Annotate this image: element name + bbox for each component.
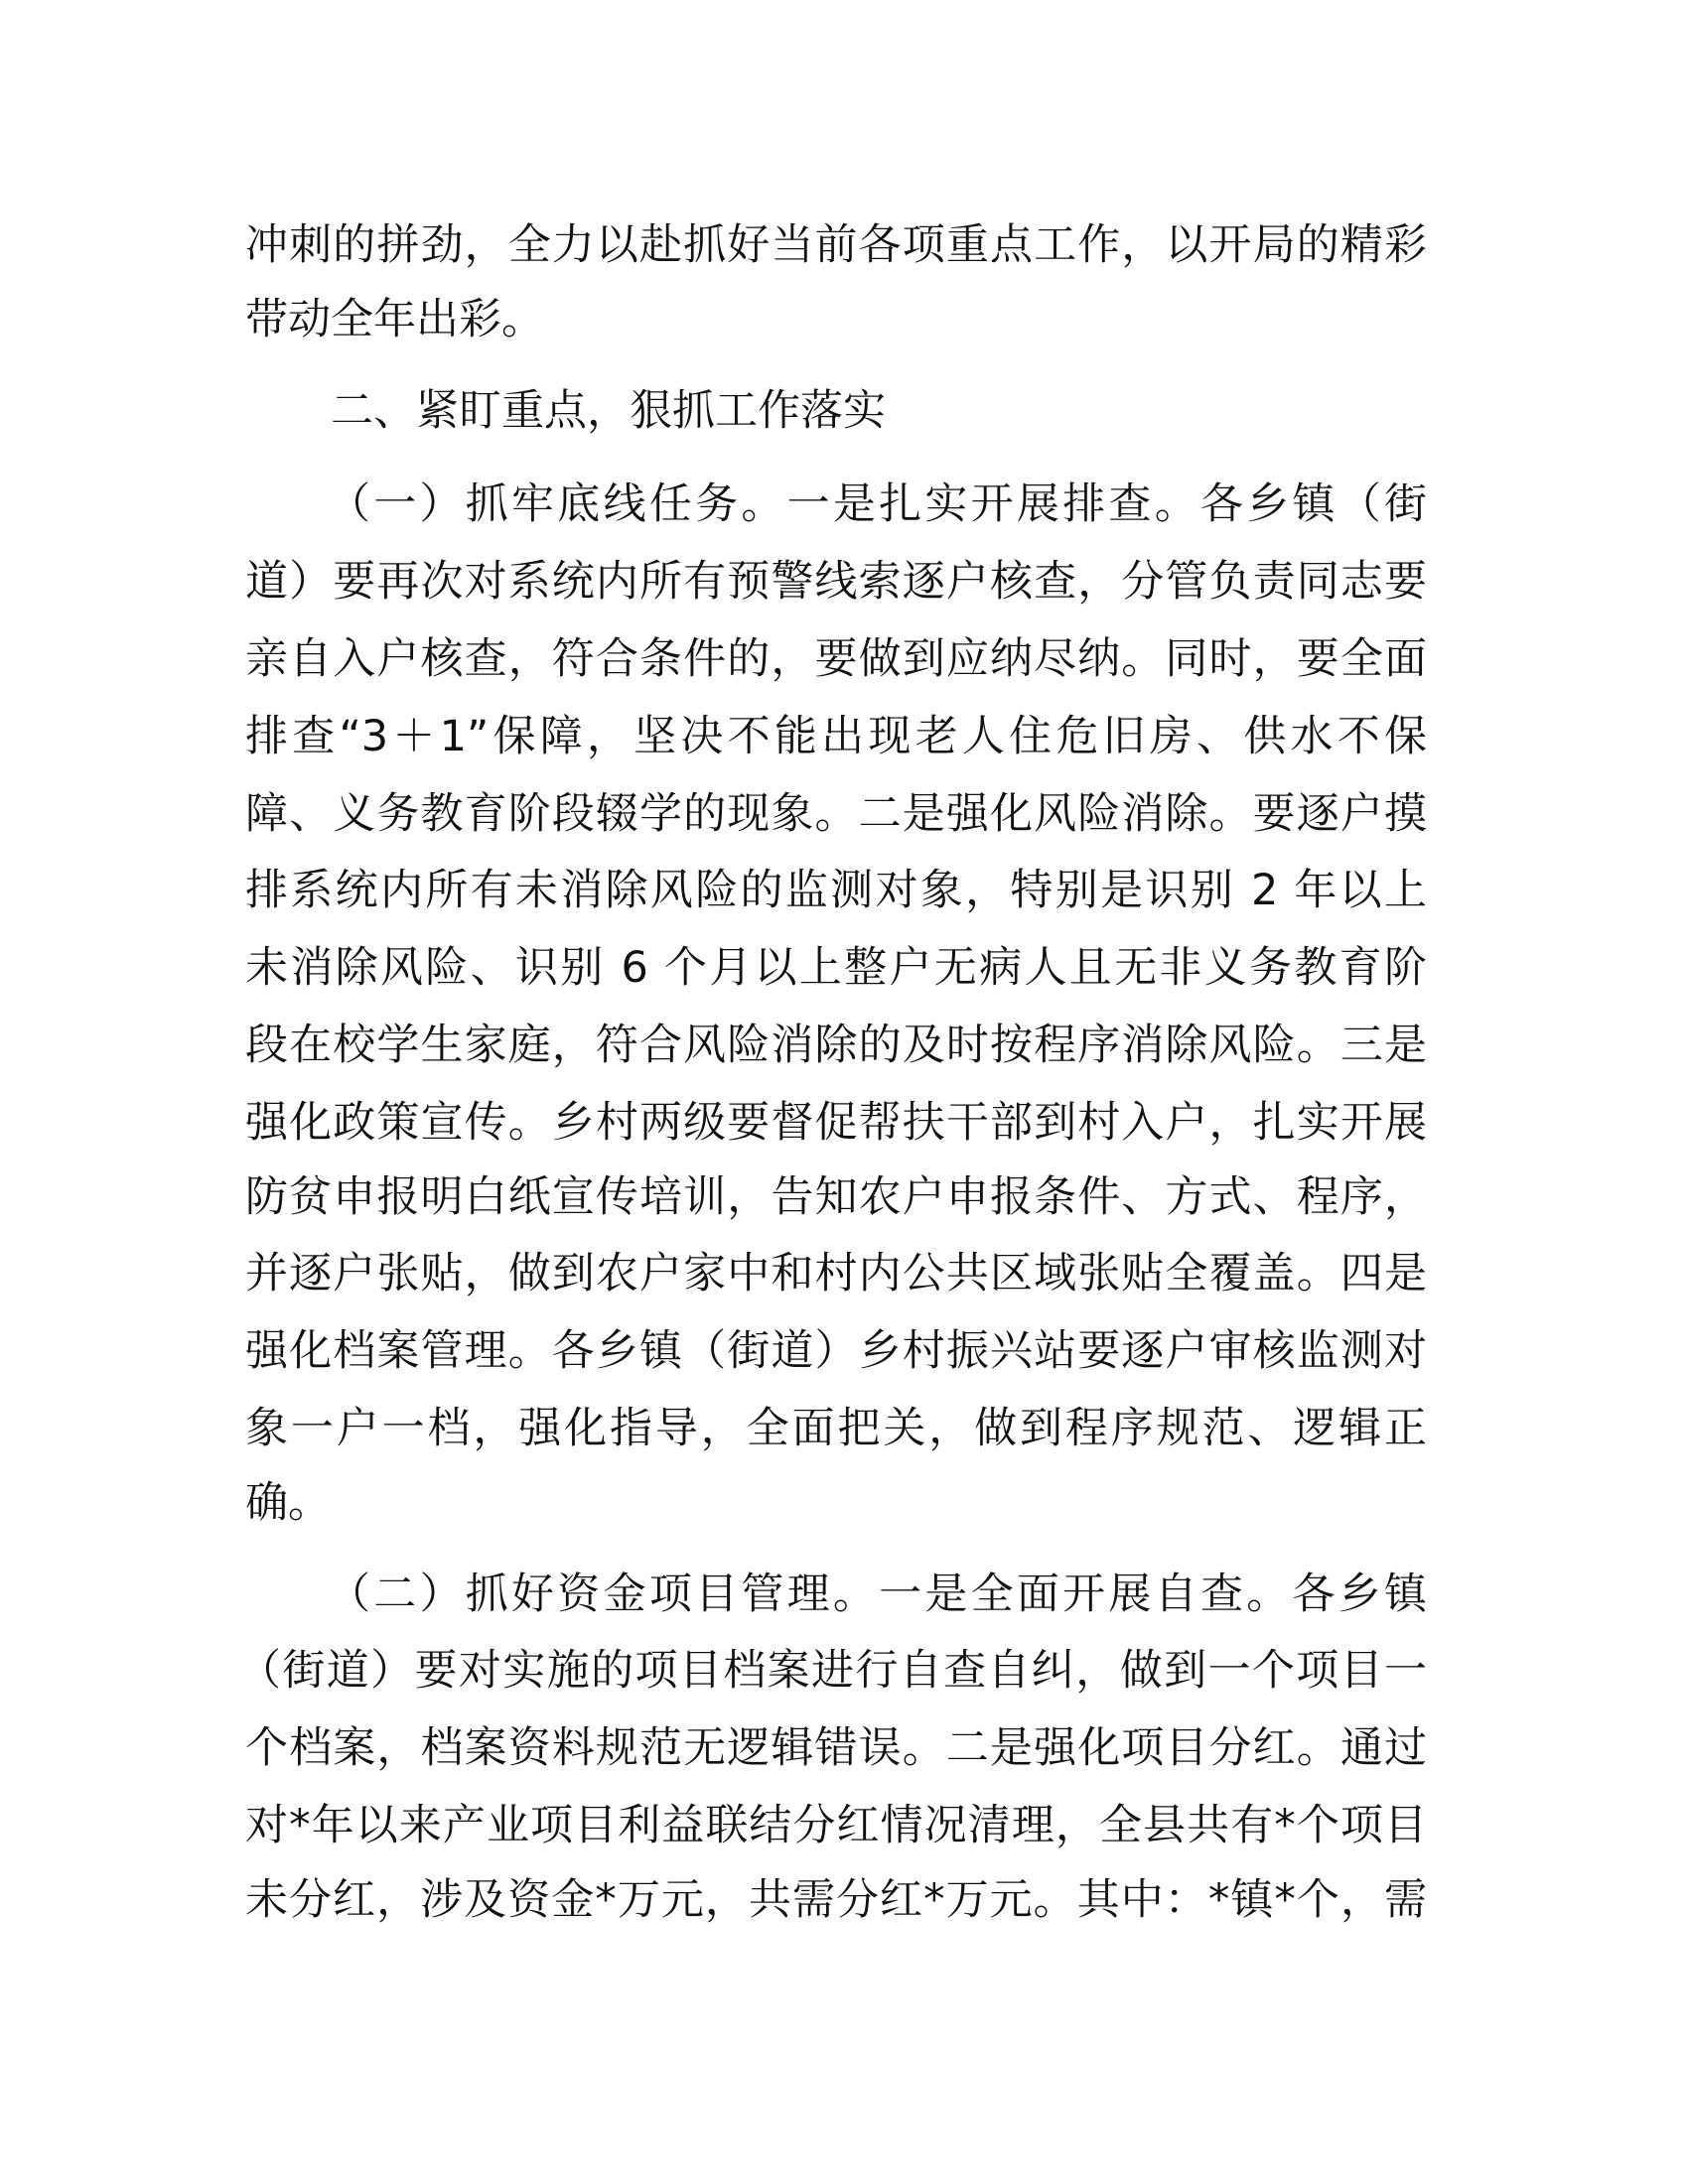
paragraph-line: 障、义务教育阶段辍学的现象。二是强化风险消除。要逐户摸	[245, 789, 1427, 839]
paragraph-line: 道）要再次对系统内所有预警线索逐户核查，分管负责同志要	[245, 557, 1427, 607]
subsection-heading-line: （一）抓牢底线任务。一是扎实开展排查。各乡镇（街	[328, 479, 1427, 529]
paragraph-line: 段在校学生家庭，符合风险消除的及时按程序消除风险。三是	[245, 1021, 1427, 1070]
paragraph-line: 未分红，涉及资金*万元，共需分红*万元。其中：*镇*个，需	[245, 1875, 1427, 1925]
paragraph-line: 排查“3＋1”保障，坚决不能出现老人住危旧房、供水不保	[245, 712, 1427, 761]
section-heading: 二、紧盯重点，狠抓工作落实	[331, 386, 886, 436]
paragraph-line: 带动全年出彩。	[245, 295, 544, 344]
paragraph-line: 象一户一档，强化指导，全面把关，做到程序规范、逻辑正	[245, 1404, 1427, 1453]
paragraph-line: （街道）要对实施的项目档案进行自查自纠，做到一个项目一	[238, 1646, 1427, 1696]
subsection-heading-line: （二）抓好资金项目管理。一是全面开展自查。各乡镇	[328, 1570, 1427, 1619]
paragraph-line: 个档案，档案资料规范无逻辑错误。二是强化项目分红。通过	[245, 1723, 1427, 1773]
paragraph-line: 未消除风险、识别 6 个月以上整户无病人且无非义务教育阶	[245, 943, 1427, 993]
paragraph-line: 强化档案管理。各乡镇（街道）乡村振兴站要逐户审核监测对	[245, 1326, 1427, 1376]
paragraph-line: 冲刺的拼劲，全力以赴抓好当前各项重点工作，以开局的精彩	[245, 220, 1427, 270]
paragraph-line: 亲自入户核查，符合条件的，要做到应纳尽纳。同时，要全面	[245, 634, 1427, 684]
paragraph-line: 确。	[245, 1478, 331, 1528]
paragraph-line: 强化政策宣传。乡村两级要督促帮扶干部到村入户，扎实开展	[245, 1098, 1427, 1148]
paragraph-line: 对*年以来产业项目利益联结分红情况清理，全县共有*个项目	[245, 1801, 1427, 1850]
paragraph-line: 并逐户张贴，做到农户家中和村内公共区域张贴全覆盖。四是	[245, 1249, 1427, 1298]
paragraph-line: 排系统内所有未消除风险的监测对象，特别是识别 2 年以上	[245, 866, 1427, 915]
paragraph-line: 防贫申报明白纸宣传培训，告知农户申报条件、方式、程序，	[245, 1172, 1427, 1222]
